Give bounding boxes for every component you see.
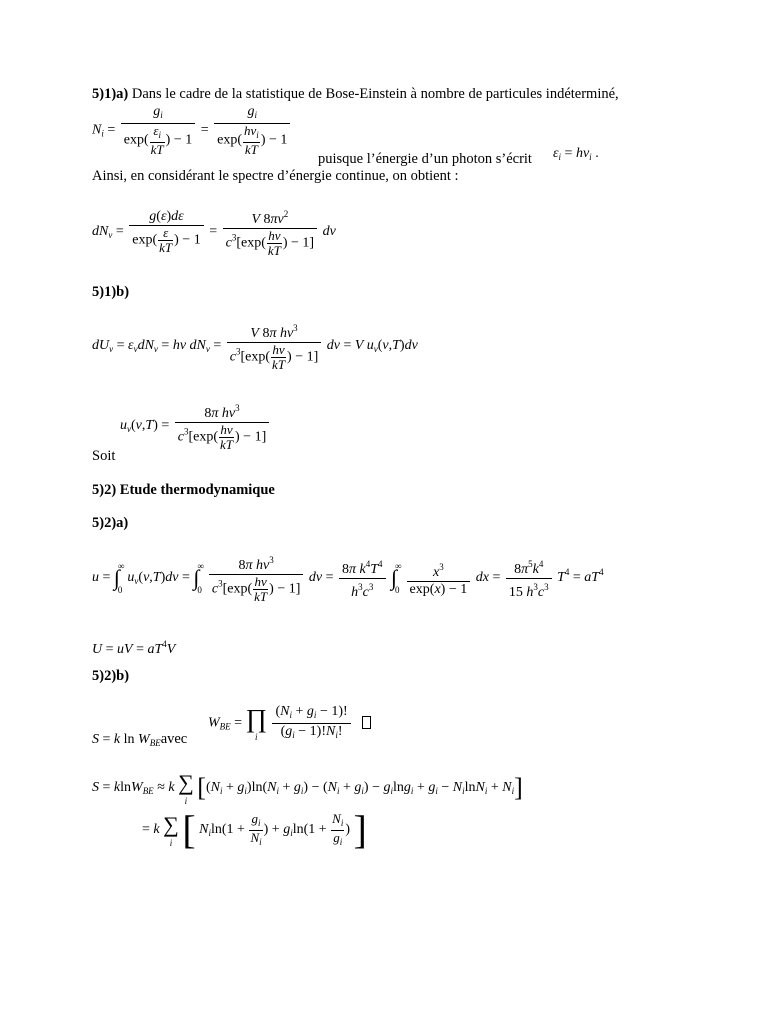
section-511a-heading: 5)1)a) bbox=[92, 86, 129, 102]
continuous-spectrum-text: Ainsi, en considérant le spectre d’énergie continue, on obtient : bbox=[92, 168, 459, 184]
equation-u-integral: u = ∫ ∞ 0 $u_\nu(\nu,T)d\nu$ = ∫ ∞ 0 8π $h\nu^3$ $c^3[\exp$( $\frac{h\nu}{kT}$ ) − 1] dν = $\frac{8\pi k^4T^4}{h^3c^3}$ ∫ ∞ 0 $\frac{x^3}{\exp(x) - 1}$ dx = $\frac{8\pi^5k^4}{15 h^3c^3}$ $T^4 = aT^4$ bbox=[92, 552, 604, 604]
equation-u-nu: $u_\nu(\nu,T)$ = 8π $h\nu^3$ $c^3[\exp$( $\frac{h\nu}{kT}$ ) − 1] bbox=[120, 400, 271, 452]
equation-dn-nu: $dN_\nu$ = g(ε)dε exp( $\frac{\varepsilon}{kT}$ ) − 1 = V $8\pi\nu^2$ $c^3[\exp$( $\frac{h\nu}{kT}$ ) − 1] dν bbox=[92, 206, 336, 258]
placeholder-box-glyph bbox=[362, 716, 371, 729]
photon-energy-text: puisque l’énergie d’un photon s’écrit bbox=[318, 151, 532, 167]
equation-wbe: $W_{BE}$ = ∏ i $\frac{(N_i + g_i - 1)!}{(g_i - 1)!N_i!}$ bbox=[208, 704, 371, 743]
equation-total-energy: U = uV = $aT^4V$ bbox=[92, 639, 176, 657]
equation-entropy-expansion: S = klnW$_{BE}$ ≈ k ∑ i $[(N_i + g_i)\ln(N_i + g_i) - (N_i + g_i) - g_i\ln g_i + g_i - N_i\ln N_i + N_i]$ bbox=[92, 770, 523, 806]
section-511b-heading: 5)1)b) bbox=[92, 284, 130, 300]
section-511a-line bbox=[92, 86, 619, 103]
equation-ni: $N_i$ = $g_i$ exp( $\frac{\varepsilon_i}{kT}$ ) − 1 = $g_i$ exp( $\frac{h\nu_i}{kT}$ ) − 1 bbox=[92, 104, 292, 157]
section-52-heading: 5)2) Etude thermodynamique bbox=[92, 482, 275, 498]
equation-entropy-def: S = k $\ln W_{BE}avec$ bbox=[92, 731, 188, 748]
section-511a-text: Dans le cadre de la statistique de Bose-Einstein à nombre de particules indéterminé, bbox=[128, 86, 619, 102]
photon-energy-equation: $\varepsilon_i = h\nu_i$ . bbox=[553, 146, 599, 162]
equation-entropy-final: = k ∑ i [ $N_i\ln(1$ + $\frac{g_i}{N_i}$ ) + $g_i\ln(1$ + $\frac{N_i}{g_i}$ ) ] bbox=[142, 807, 367, 852]
equation-du-nu: $dU_\nu = \varepsilon_\nu dN_\nu = h\nu$ $dN_\nu$ = V 8π $h\nu^3$ $c^3[\exp$( $\frac{h\nu}{kT}$ ) − 1] dν = V $u_\nu(\nu,T)d\nu$ bbox=[92, 320, 418, 372]
section-52a-heading: 5)2)a) bbox=[92, 515, 129, 531]
section-52b-heading: 5)2)b) bbox=[92, 668, 130, 684]
avec-label: avec bbox=[160, 731, 188, 747]
soit-label: Soit bbox=[92, 448, 116, 464]
